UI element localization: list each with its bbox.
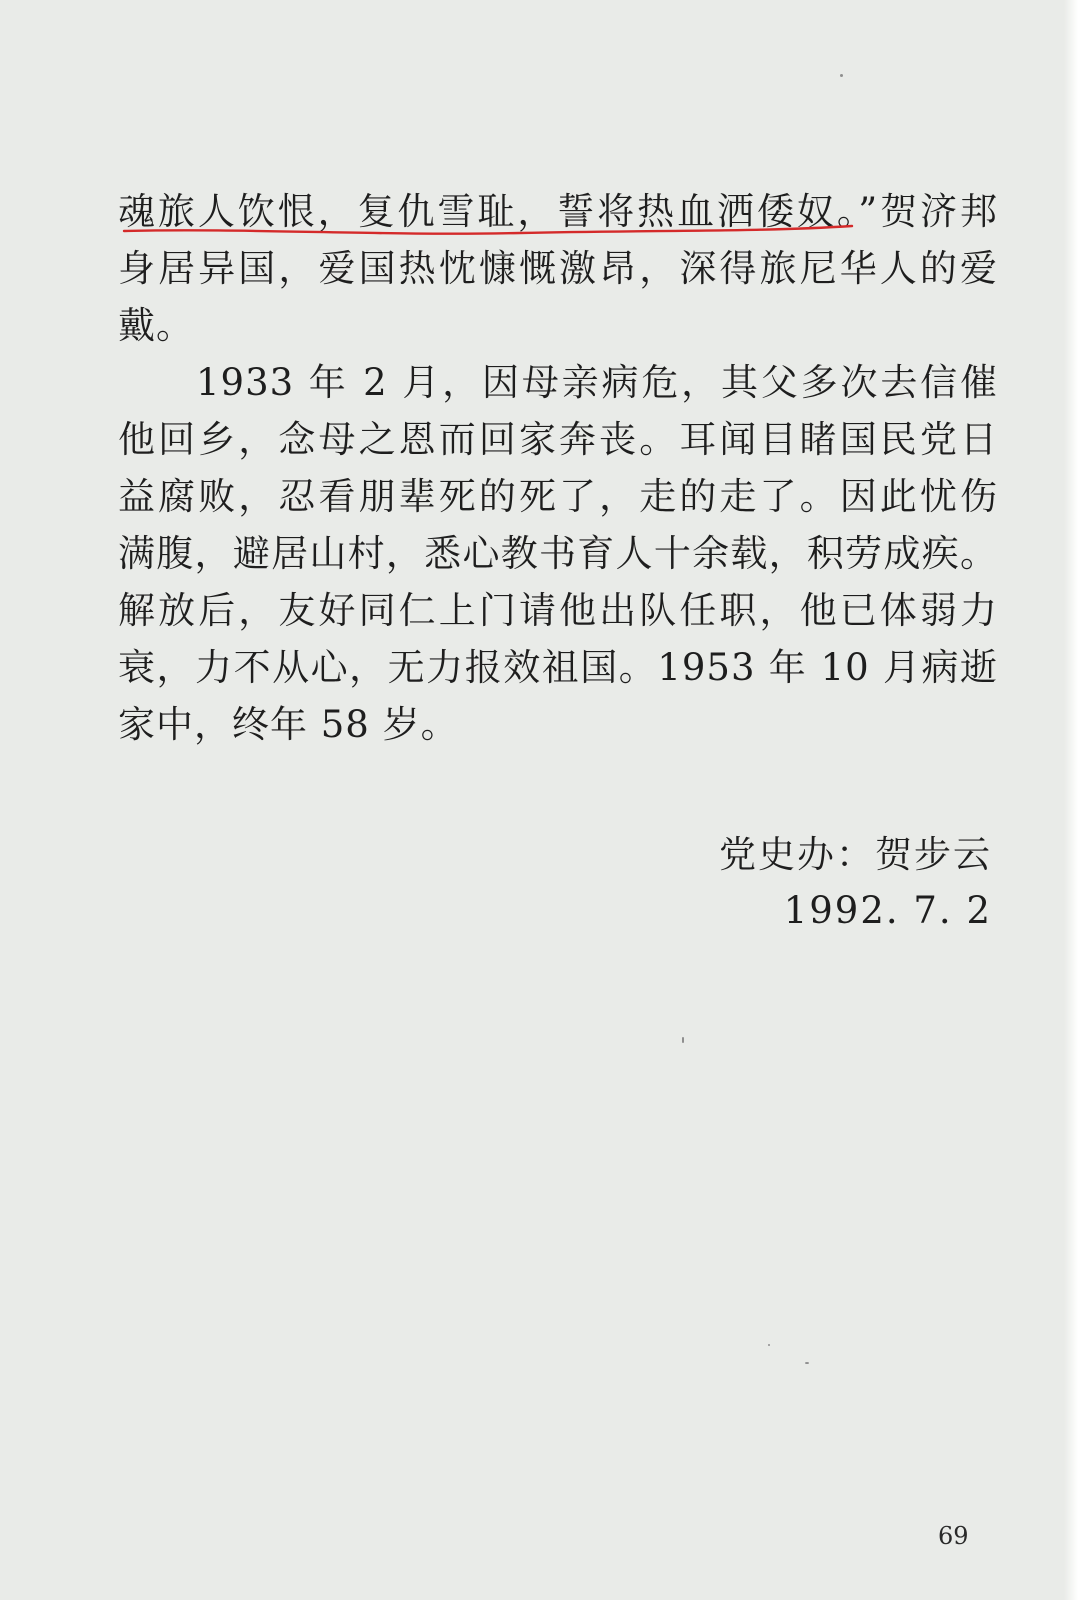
body-text-line: 衰，力不从心，无力报效祖国。1953 年 10 月病逝 [118, 646, 998, 689]
scan-speck [768, 1344, 770, 1346]
body-text-line: 身居异国，爱国热忱慷慨激昂，深得旅尼华人的爱 [118, 247, 998, 290]
body-text-line: 他回乡，念母之恩而回家奔丧。耳闻目睹国民党日 [118, 418, 998, 461]
scan-speck [682, 1037, 684, 1043]
page-number: 69 [938, 1522, 969, 1550]
body-text-line: 1933 年 2 月，因母亲病危，其父多次去信催 [196, 361, 998, 404]
body-text-line: 益腐败，忍看朋辈死的死了，走的走了。因此忧伤 [118, 475, 998, 518]
page-edge [1064, 0, 1078, 1600]
signature-date: 1992. 7. 2 [783, 889, 992, 932]
body-text-line: 戴。 [118, 304, 194, 347]
body-text-line: 家中，终年 58 岁。 [118, 703, 459, 746]
signature-author: 党史办：贺步云 [719, 833, 992, 876]
body-text-line: 满腹，避居山村，悉心教书育人十余载，积劳成疾。 [118, 532, 998, 575]
scan-speck [840, 74, 843, 77]
body-text-line: 解放后，友好同仁上门请他出队任职，他已体弱力 [118, 589, 998, 632]
body-text-line: 魂旅人饮恨，复仇雪耻，誓将热血洒倭奴。”贺济邦 [118, 190, 998, 233]
scan-speck [805, 1362, 809, 1364]
